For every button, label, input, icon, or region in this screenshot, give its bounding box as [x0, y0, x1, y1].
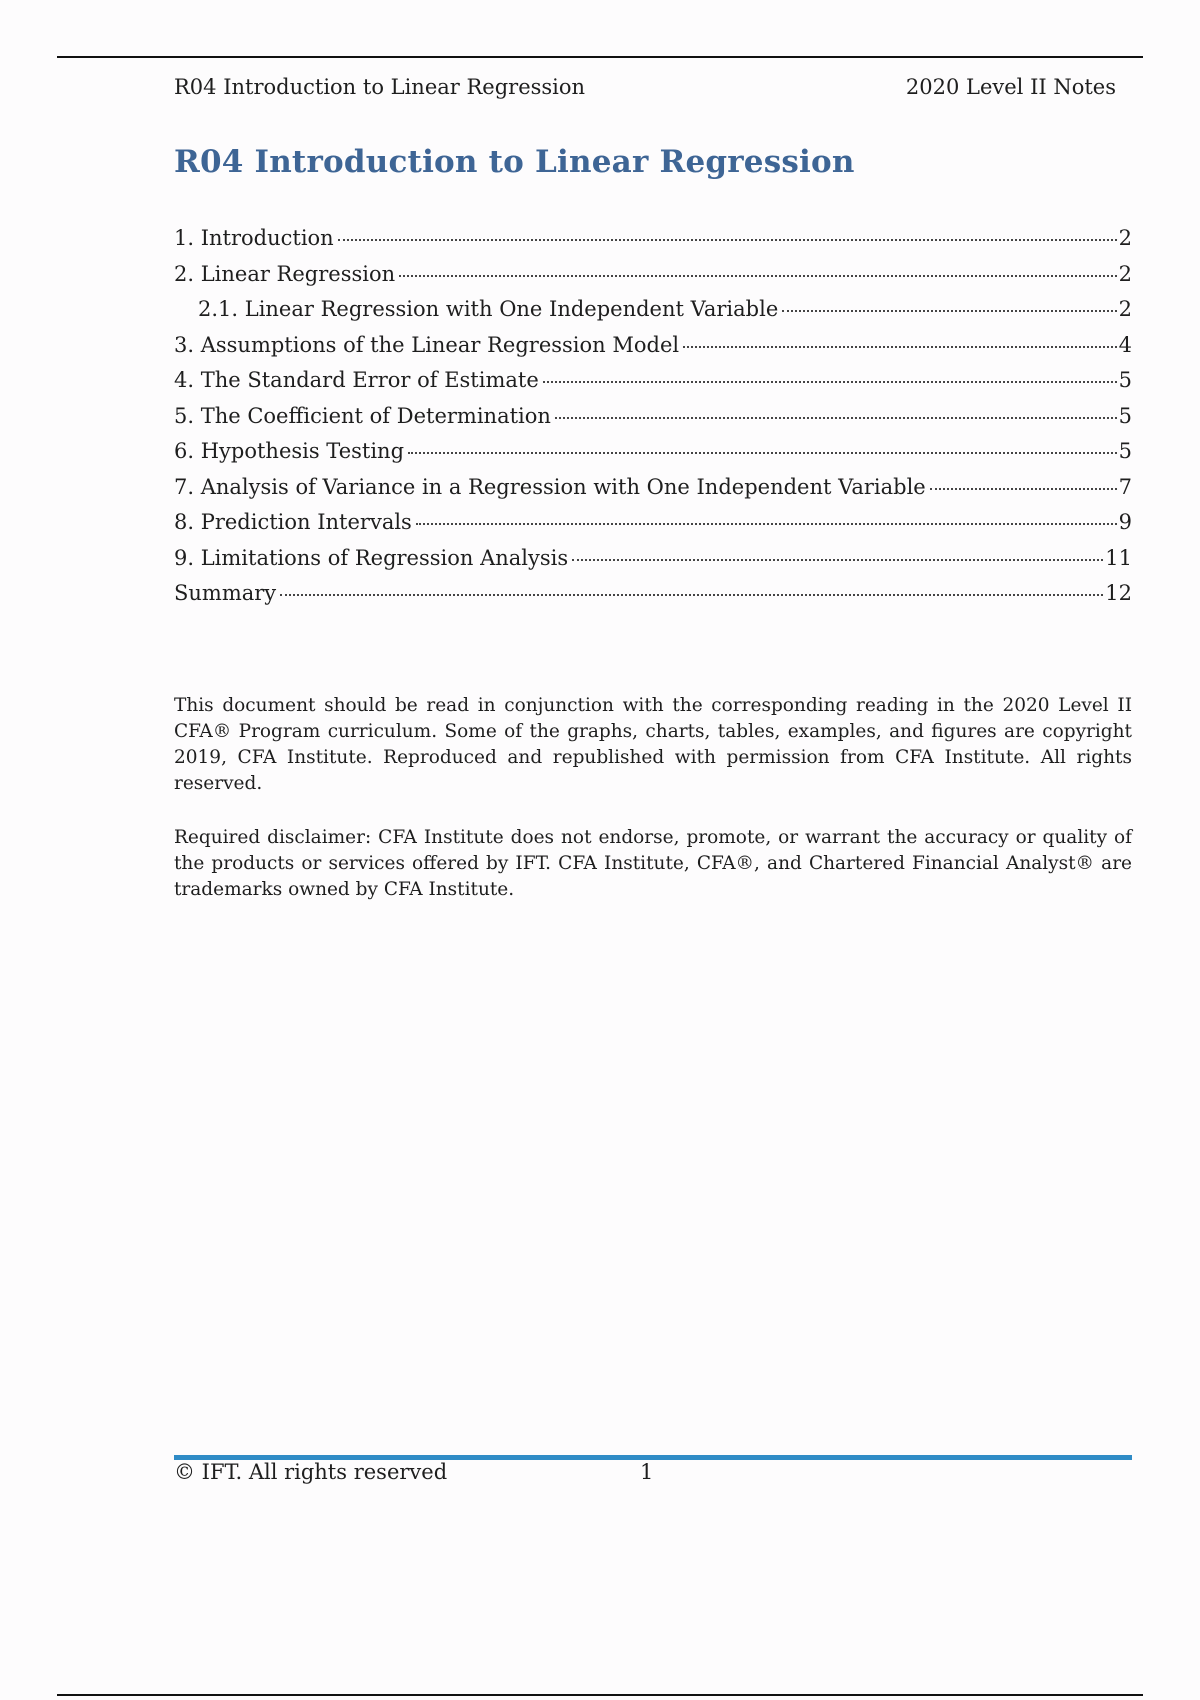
- toc-leader-dots: [572, 559, 1103, 561]
- toc-entry-label: 9. Limitations of Regression Analysis: [174, 545, 569, 570]
- toc-leader-dots: [338, 239, 1117, 241]
- top-rule: [57, 56, 1143, 58]
- footer-page-number: 1: [640, 1460, 654, 1484]
- toc-leader-dots: [399, 275, 1116, 277]
- toc-entry-label: 1. Introduction: [174, 226, 334, 250]
- toc-entry-page: 5: [1118, 368, 1132, 392]
- table-of-contents: [174, 226, 1132, 617]
- toc-entry-page: 9: [1118, 510, 1132, 534]
- bottom-rule: [57, 1694, 1143, 1696]
- toc-entry[interactable]: [174, 546, 1132, 582]
- toc-entry[interactable]: [174, 333, 1132, 369]
- toc-subentry[interactable]: [174, 297, 1132, 333]
- page-header: [174, 75, 1116, 99]
- toc-entry[interactable]: [174, 262, 1132, 298]
- toc-entry[interactable]: [174, 404, 1132, 440]
- toc-leader-dots: [555, 417, 1117, 419]
- toc-entry-page: 5: [1118, 403, 1132, 428]
- toc-entry-label: 2. Linear Regression: [174, 261, 396, 286]
- toc-entry-label: 7. Analysis of Variance in a Regression with One Independent Variable: [174, 474, 926, 499]
- toc-leader-dots: [408, 452, 1117, 454]
- toc-entry[interactable]: [174, 510, 1132, 546]
- toc-entry-page: 2: [1118, 226, 1132, 250]
- toc-entry[interactable]: [174, 439, 1132, 475]
- toc-entry-label: 6. Hypothesis Testing: [174, 439, 405, 463]
- toc-leader-dots: [543, 381, 1117, 383]
- toc-entry-label: 5. The Coefficient of Determination: [174, 403, 551, 428]
- toc-leader-dots: [280, 594, 1103, 596]
- toc-entry-page: 2: [1118, 297, 1132, 321]
- toc-entry-label: 4. The Standard Error of Estimate: [174, 368, 539, 392]
- toc-entry[interactable]: [174, 581, 1132, 617]
- intro-paragraph: This document should be read in conjunction with the corresponding reading in the 2020 Level II CFA® Program curriculum. Some of the graphs, charts, tables, examples, and figures are copyright 2019, CFA Institute. Reproduced and republished with permission from CFA Institute. All rights reserved.: [174, 694, 1132, 794]
- header-level-notes: 2020 Level II Notes: [905, 75, 1116, 99]
- toc-entry-label: 3. Assumptions of the Linear Regression Model: [174, 332, 680, 357]
- toc-entry-label: 8. Prediction Intervals: [174, 510, 412, 534]
- toc-entry-label: 2.1. Linear Regression with One Independent Variable: [198, 297, 779, 321]
- toc-entry-page: 4: [1118, 332, 1132, 357]
- page-title: R04 Introduction to Linear Regression: [174, 144, 855, 180]
- toc-entry[interactable]: [174, 368, 1132, 404]
- toc-entry-page: 7: [1118, 474, 1132, 499]
- toc-entry-page: 5: [1118, 439, 1132, 463]
- header-reading-title: R04 Introduction to Linear Regression: [174, 75, 586, 99]
- toc-entry[interactable]: [174, 475, 1132, 511]
- toc-leader-dots: [416, 523, 1117, 525]
- toc-leader-dots: [683, 346, 1117, 348]
- footer-copyright: © IFT. All rights reserved: [174, 1460, 448, 1484]
- toc-entry[interactable]: [174, 226, 1132, 262]
- toc-entry-page: 2: [1118, 261, 1132, 286]
- toc-entry-page: 11: [1105, 545, 1132, 570]
- toc-entry-label: Summary: [174, 581, 277, 605]
- toc-leader-dots: [782, 310, 1116, 312]
- toc-entry-page: 12: [1105, 581, 1132, 605]
- disclaimer-paragraph: Required disclaimer: CFA Institute does not endorse, promote, or warrant the accuracy or quality of the products or services offered by IFT. CFA Institute, CFA®, and Chartered Financial Analyst® are trademarks owned by CFA Institute.: [174, 826, 1132, 900]
- toc-leader-dots: [930, 488, 1117, 490]
